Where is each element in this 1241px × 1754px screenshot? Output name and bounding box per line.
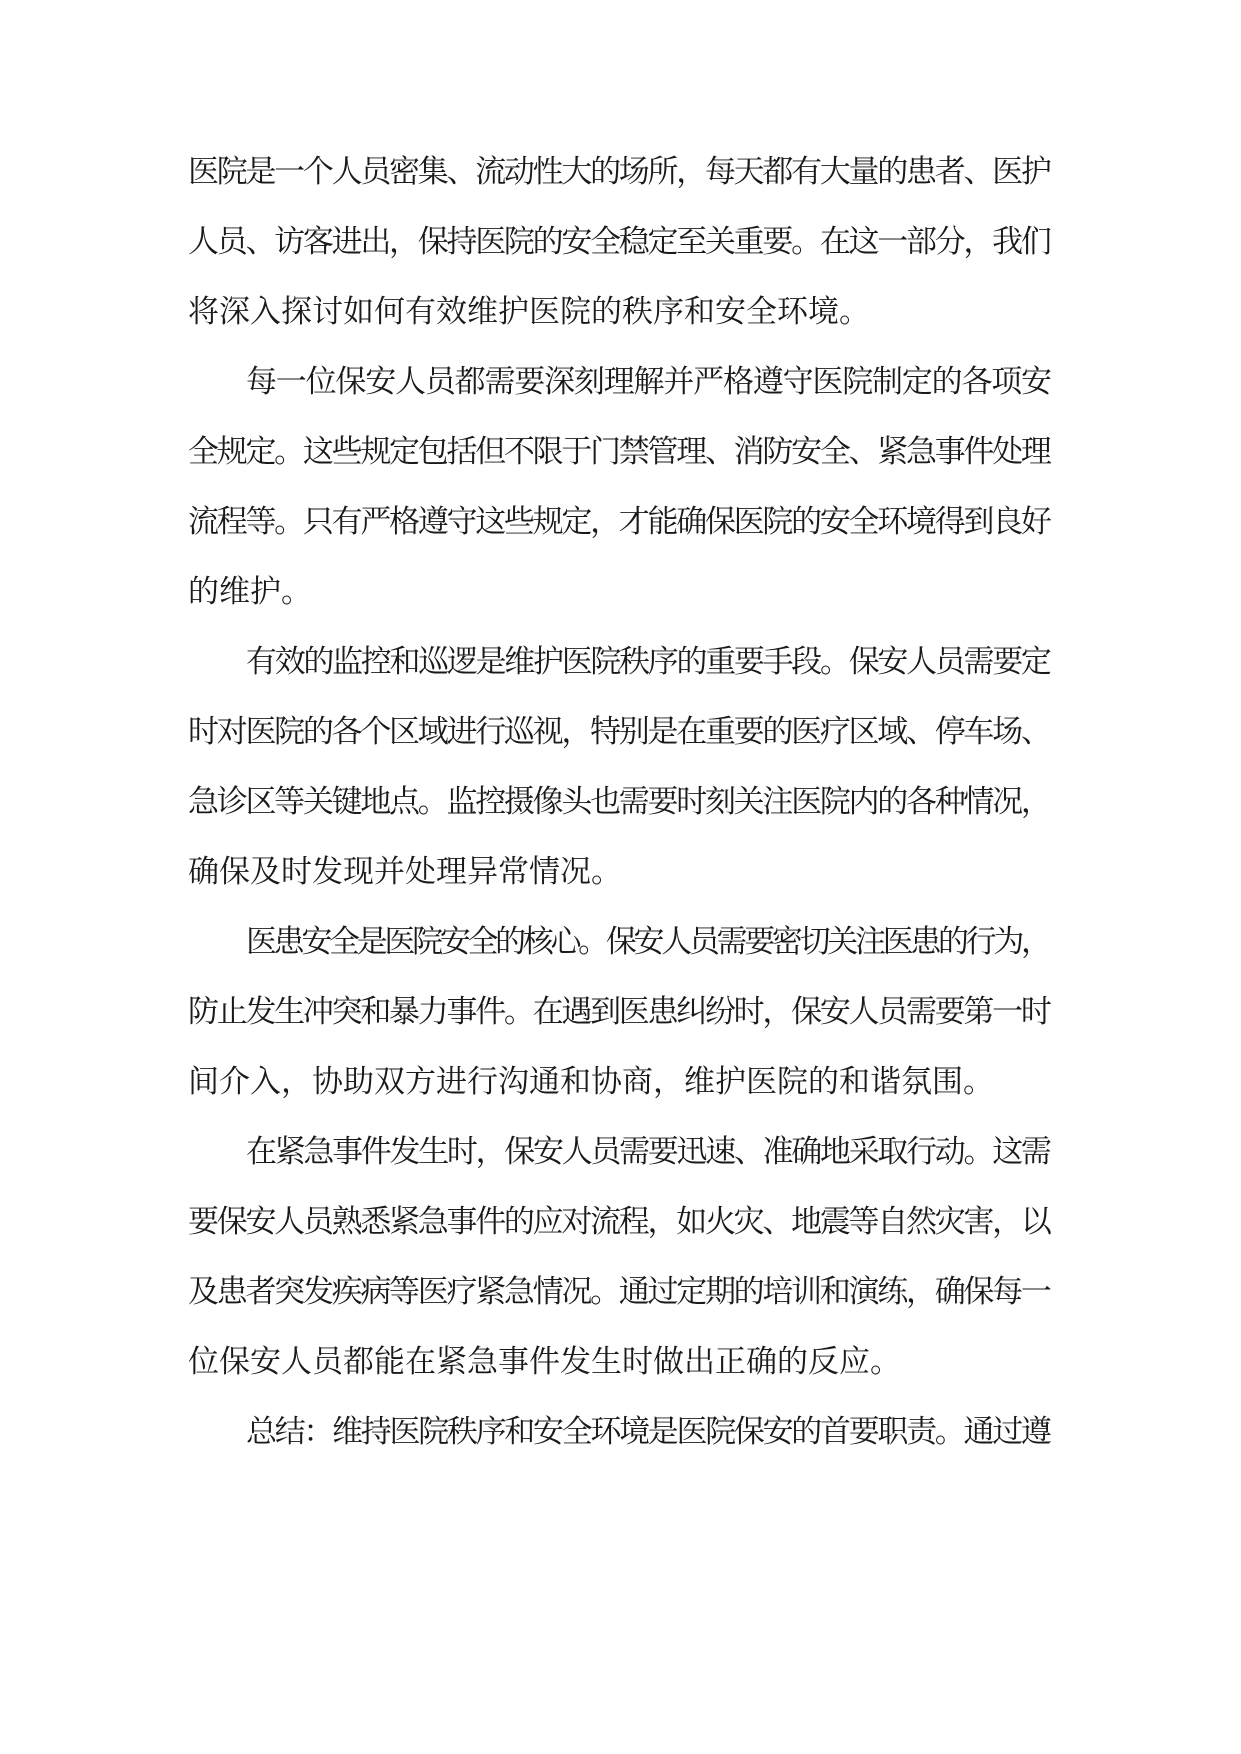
text-line: 要保安人员熟悉紧急事件的应对流程，如火灾、地震等自然灾害，以: [188, 1204, 1050, 1240]
text-line: 全规定。这些规定包括但不限于门禁管理、消防安全、紧急事件处理: [188, 434, 1050, 470]
text-line: 人员、访客进出，保持医院的安全稳定至关重要。在这一部分，我们: [188, 224, 1050, 260]
text-line: 将深入探讨如何有效维护医院的秩序和安全环境。: [188, 294, 870, 330]
text-line: 及患者突发疾病等医疗紧急情况。通过定期的培训和演练，确保每一: [188, 1274, 1050, 1310]
text-line: 有效的监控和巡逻是维护医院秩序的重要手段。保安人员需要定: [246, 644, 1050, 680]
text-line: 医院是一个人员密集、流动性大的场所，每天都有大量的患者、医护: [188, 154, 1050, 190]
text-line: 在紧急事件发生时，保安人员需要迅速、准确地采取行动。这需: [246, 1134, 1050, 1170]
text-line: 时对医院的各个区域进行巡视，特别是在重要的医疗区域、停车场、: [188, 714, 1050, 750]
text-line: 流程等。只有严格遵守这些规定，才能确保医院的安全环境得到良好: [188, 504, 1050, 540]
text-line: 医患安全是医院安全的核心。保安人员需要密切关注医患的行为，: [246, 924, 1049, 960]
text-line: 间介入，协助双方进行沟通和协商，维护医院的和谐氛围。: [188, 1064, 994, 1100]
text-line: 位保安人员都能在紧急事件发生时做出正确的反应。: [188, 1344, 901, 1380]
text-line: 每一位保安人员都需要深刻理解并严格遵守医院制定的各项安: [246, 364, 1051, 400]
text-line: 的维护。: [188, 574, 312, 610]
text-line: 急诊区等关键地点。监控摄像头也需要时刻关注医院内的各种情况，: [188, 784, 1050, 820]
text-line: 确保及时发现并处理异常情况。: [188, 854, 622, 890]
text-line: 防止发生冲突和暴力事件。在遇到医患纠纷时，保安人员需要第一时: [188, 994, 1050, 1030]
text-line: 总结：维持医院秩序和安全环境是医院保安的首要职责。通过遵: [246, 1414, 1050, 1450]
